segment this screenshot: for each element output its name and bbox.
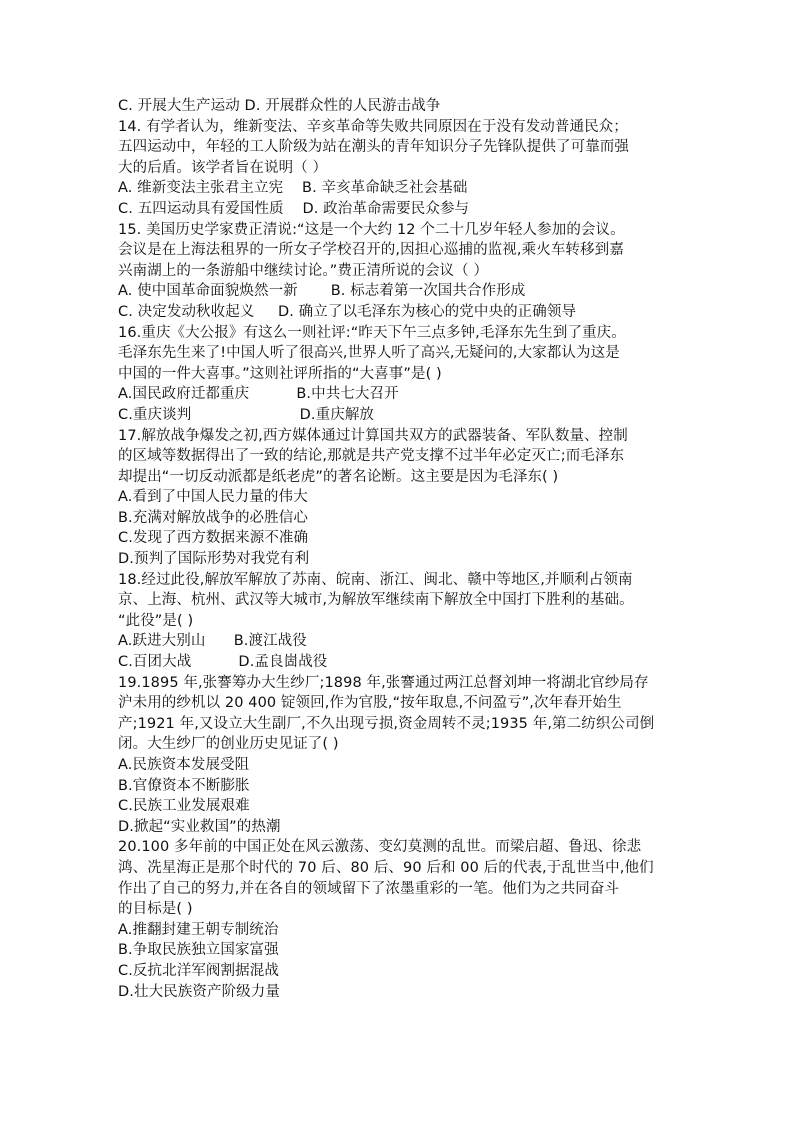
q18-option-line: C.百团大战 D.孟良崮战役 <box>118 654 328 671</box>
q17-option-line: D.预判了国际形势对我党有利 <box>118 551 310 568</box>
q16-stem-line: 中国的一件大喜事。”这则社评所指的“大喜事”是( ) <box>118 365 442 382</box>
question-20 <box>118 837 688 1002</box>
q14-option-line: A. 维新变法主张君主立宪 B. 辛亥革命缺乏社会基础 <box>118 180 468 197</box>
q17-stem-line: 却提出“一切反动派都是纸老虎”的著名论断。这主要是因为毛泽东( ) <box>118 468 559 485</box>
exam-page <box>118 96 688 1002</box>
q18-stem-line: “此役”是( ) <box>118 612 194 629</box>
q19-option-line: C.民族工业发展艰难 <box>118 798 250 815</box>
q16-stem-line: 毛泽东先生来了!中国人听了很高兴,世界人听了高兴,无疑问的,大家都认为这是 <box>118 345 620 362</box>
q19-stem-line: 19.1895 年,张謇筹办大生纱厂;1898 年,张謇通过两江总督刘坤一将湖北官纱局存 <box>118 674 649 691</box>
q19-stem-line: 闭。大生纱厂的创业历史见证了( ) <box>118 736 339 753</box>
q19-stem-line: 沪未用的纱机以 20 400 锭领回,作为官股,“按年取息,不问盈亏”,次年春开始生 <box>118 695 622 712</box>
q19-option-line: A.民族资本发展受阻 <box>118 757 250 773</box>
q15-option-line: A. 使中国革命面貌焕然一新 B. 标志着第一次国共合作形成 <box>118 283 526 300</box>
q18-stem-line: 18.经过此役,解放军解放了苏南、皖南、浙江、闽北、赣中等地区,并顺利占领南 <box>118 571 633 588</box>
q20-stem-line: 20.100 多年前的中国正处在风云激荡、变幻莫测的乱世。而梁启超、鲁迅、徐悲 <box>118 839 642 856</box>
q15-stem-line: 15. 美国历史学家费正清说:“这是一个大约 12 个二十几岁年轻人参加的会议。 <box>118 221 625 238</box>
q20-option-line: A.推翻封建王朝专制统治 <box>118 921 279 938</box>
q15-option-line: C. 决定发动秋收起义 D. 确立了以毛泽东为核心的党中央的正确领导 <box>118 303 577 320</box>
q17-stem-line: 的区域等数据得出了一致的结论,那就是共产党支撑不过半年必定灭亡;而毛泽东 <box>118 448 625 465</box>
q17-option-line: C.发现了西方数据来源不准确 <box>118 530 309 547</box>
question-19 <box>118 673 688 838</box>
q13-options: C. 开展大生产运动 D. 开展群众性的人民游击战争 <box>118 98 441 114</box>
question-17 <box>118 426 688 570</box>
q14-option-line: C. 五四运动具有爱国性质 D. 政治革命需要民众参与 <box>118 200 470 217</box>
q17-stem-line: 17.解放战争爆发之初,西方媒体通过计算国共双方的武器装备、军队数量、控制 <box>118 427 628 444</box>
q17-option-line: A.看到了中国人民力量的伟大 <box>118 489 308 506</box>
q18-option-line: A.跃进大别山 B.渡江战役 <box>118 633 307 650</box>
q16-option-line: A.国民政府迁都重庆 B.中共七大召开 <box>118 386 399 403</box>
q20-stem-line: 的目标是( ) <box>118 901 193 918</box>
q14-stem-line: 大的后盾。该学者旨在说明（ ） <box>118 159 328 176</box>
q20-stem-line: 鸿、冼星海正是那个时代的 70 后、80 后、90 后和 00 后的代表,于乱世当中,他们 <box>118 859 654 876</box>
q20-option-line: B.争取民族独立国家富强 <box>118 942 279 959</box>
q15-stem-line: 会议是在上海法租界的一所女子学校召开的,因担心巡捕的监视,乘火车转移到嘉 <box>118 242 624 259</box>
question-18 <box>118 570 688 673</box>
q19-option-line: D.掀起“实业救国”的热潮 <box>118 818 281 835</box>
question-16 <box>118 323 688 426</box>
q16-stem-line: 16.重庆《大公报》有这么一则社评:“昨天下午三点多钟,毛泽东先生到了重庆。 <box>118 324 626 341</box>
q14-stem-line: 14. 有学者认为，维新变法、辛亥革命等失败共同原因在于没有发动普通民众； <box>118 118 628 135</box>
question-14 <box>118 117 688 220</box>
q20-stem-line: 作出了自己的努力,并在各自的领域留下了浓墨重彩的一笔。他们为之共同奋斗 <box>118 880 620 897</box>
q14-stem-line: 五四运动中，年轻的工人阶级为站在潮头的青年知识分子先锋队提供了可靠而强 <box>118 139 629 156</box>
q16-option-line: C.重庆谈判 D.重庆解放 <box>118 406 375 423</box>
question-15 <box>118 220 688 323</box>
q20-option-line: D.壮大民族资产阶级力量 <box>118 983 280 1000</box>
q19-option-line: B.官僚资本不断膨胀 <box>118 777 250 794</box>
q20-option-line: C.反抗北洋军阀割据混战 <box>118 962 279 979</box>
q15-stem-line: 兴南湖上的一条游船中继续讨论。”费正清所说的会议（ ） <box>118 262 489 279</box>
q18-stem-line: 京、上海、杭州、武汉等大城市,为解放军继续南下解放全中国打下胜利的基础。 <box>118 592 634 609</box>
q19-stem-line: 产;1921 年,又设立大生副厂,不久出现亏损,资金周转不灵;1935 年,第二纺织公司倒 <box>118 715 655 732</box>
q17-option-line: B.充满对解放战争的必胜信心 <box>118 509 308 526</box>
